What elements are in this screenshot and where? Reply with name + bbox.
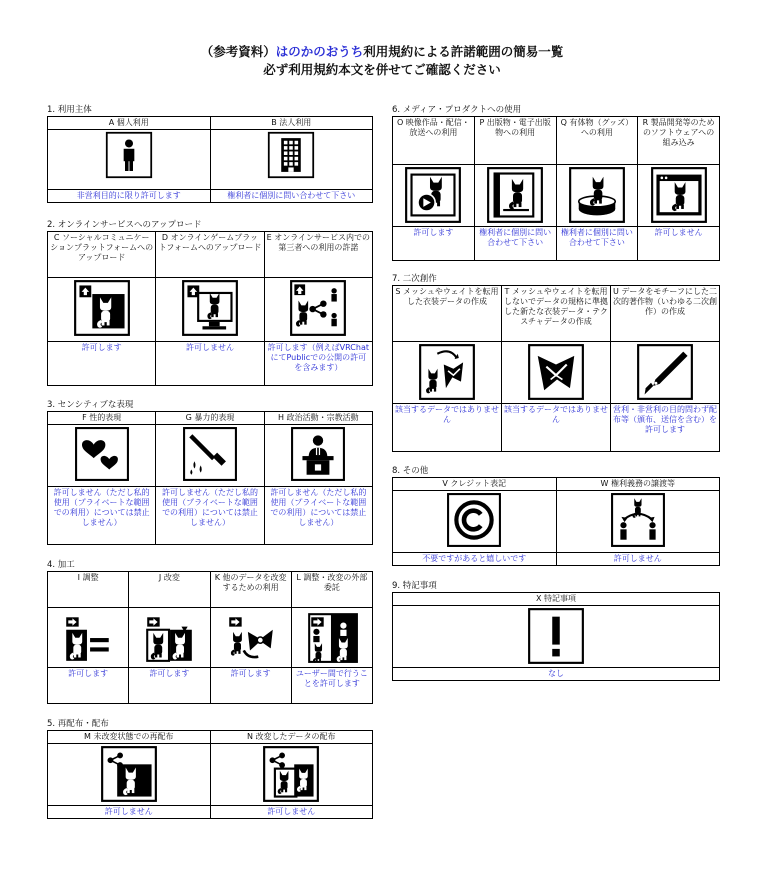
exclamation-icon <box>527 607 585 665</box>
modify-icon <box>141 609 197 665</box>
permission-table <box>392 285 720 452</box>
software-icon <box>650 166 708 224</box>
permission-text: 許可します <box>393 227 475 261</box>
icon-cell <box>156 278 264 342</box>
page-title-line1 <box>0 43 764 61</box>
video-icon <box>404 166 462 224</box>
section-special-notes <box>392 580 720 681</box>
share-third-party-icon <box>289 279 347 337</box>
permission-table <box>47 231 373 386</box>
icon-cell <box>156 425 264 487</box>
transfer-rights-icon <box>610 492 666 548</box>
column-header: R 製品開発等のためのソフトウェアへの組み込み <box>638 117 720 165</box>
permission-text: 該当するデータではありません <box>393 404 502 452</box>
column-header: E オンラインサービス内での第三者への利用の許諾 <box>264 232 372 278</box>
column-header: L 調整・改変の外部委託 <box>291 572 372 608</box>
title-prefix: （参考資料） <box>200 44 276 59</box>
permission-text: 許可しません <box>156 342 264 386</box>
permission-text: 営利・非営利の目的問わず配布等（頒布、送信を含む）を許可します <box>611 404 720 452</box>
icon-cell <box>474 165 556 227</box>
permission-text: 許可しません（ただし私的使用（プライベートな範囲での利用）については禁止しません） <box>156 487 264 545</box>
icon-cell <box>393 606 720 668</box>
permission-text: なし <box>393 668 720 681</box>
column-header: O 映像作品・配信・放送への利用 <box>393 117 475 165</box>
mesh-transfer-icon <box>418 343 476 401</box>
building-icon <box>267 131 315 179</box>
icon-cell <box>210 744 373 806</box>
cloth-icon <box>527 343 585 401</box>
column-header: J 改変 <box>129 572 210 608</box>
permission-text: 権利者に個別に問い合わせて下さい <box>556 227 638 261</box>
icon-cell <box>264 278 372 342</box>
permission-table <box>47 571 373 704</box>
section-derivative <box>392 273 720 452</box>
permission-table <box>47 116 373 203</box>
column-header: W 権利義務の譲渡等 <box>556 478 720 491</box>
section-media-product <box>392 104 720 261</box>
permission-text: 不要ですがあると嬉しいです <box>393 553 557 566</box>
section-sensitive <box>47 399 373 545</box>
section-label: 2. オンラインサービスへのアップロード <box>47 220 202 230</box>
hearts-icon <box>74 426 130 482</box>
section-label: 5. 再配布・配布 <box>47 719 109 729</box>
icon-cell <box>48 425 156 487</box>
icon-cell <box>556 491 720 553</box>
column-header: K 他のデータを改変するための利用 <box>210 572 291 608</box>
redistribute-modified-icon <box>262 745 320 803</box>
permission-text: 許可しません <box>48 806 211 819</box>
permission-text: 許可しません <box>556 553 720 566</box>
copyright-icon <box>446 492 502 548</box>
game-upload-icon <box>181 279 239 337</box>
icon-cell <box>129 608 210 668</box>
column-header: A 個人利用 <box>48 117 211 130</box>
icon-cell <box>48 278 156 342</box>
column-header: N 改変したデータの配布 <box>210 731 373 744</box>
section-label: 7. 二次創作 <box>392 274 437 284</box>
adjust-icon <box>60 609 116 665</box>
bow-modify-icon <box>223 609 279 665</box>
column-header: D オンラインゲームプラットフォームへのアップロード <box>156 232 264 278</box>
column-header: I 調整 <box>48 572 129 608</box>
permission-text: 該当するデータではありません <box>502 404 611 452</box>
permission-table <box>392 116 720 261</box>
section-processing <box>47 559 373 704</box>
permission-table <box>47 411 373 545</box>
column-header: U データをモチーフにした二次的著作物（いわゆる二次創作）の作成 <box>611 286 720 342</box>
icon-cell <box>264 425 372 487</box>
social-upload-icon <box>73 279 131 337</box>
icon-cell <box>48 744 211 806</box>
section-label: 9. 特記事項 <box>392 581 437 591</box>
icon-cell <box>611 342 720 404</box>
goods-icon <box>568 166 626 224</box>
permission-text: 許可しません <box>210 806 373 819</box>
redistribute-icon <box>100 745 158 803</box>
icon-cell <box>393 165 475 227</box>
permission-text: 許可します <box>48 668 129 704</box>
column-header: G 暴力的表現 <box>156 412 264 425</box>
pen-nib-icon <box>636 343 694 401</box>
section-label: 6. メディア・プロダクトへの使用 <box>392 105 522 115</box>
section-other <box>392 465 720 566</box>
section-label: 3. センシティブな表現 <box>47 400 134 410</box>
column-header: M 未改変状態での再配布 <box>48 731 211 744</box>
permission-text: ユーザー間で行うことを許可します <box>291 668 372 704</box>
icon-cell <box>393 491 557 553</box>
column-header: B 法人利用 <box>210 117 373 130</box>
person-icon <box>105 131 153 179</box>
knife-icon <box>182 426 238 482</box>
column-header: P 出版物・電子出版物への利用 <box>474 117 556 165</box>
permission-text: 非営利目的に限り許可します <box>48 190 211 203</box>
outsource-icon <box>304 609 360 665</box>
section-online-upload <box>47 219 373 386</box>
column-header: F 性的表現 <box>48 412 156 425</box>
permission-text: 許可します <box>210 668 291 704</box>
permission-text: 権利者に個別に問い合わせて下さい <box>210 190 373 203</box>
permission-table <box>47 730 373 819</box>
podium-icon <box>290 426 346 482</box>
title-highlight: はのかのおうち <box>275 44 364 59</box>
publication-icon <box>486 166 544 224</box>
column-header: X 特記事項 <box>393 593 720 606</box>
icon-cell <box>210 608 291 668</box>
column-header: Q 有体物（グッズ）への利用 <box>556 117 638 165</box>
icon-cell <box>393 342 502 404</box>
column-header: H 政治活動・宗教活動 <box>264 412 372 425</box>
column-header: T メッシュやウェイトを転用しないでデータの規格に準拠した新たな衣装データ・テクスチャデータの作成 <box>502 286 611 342</box>
icon-cell <box>502 342 611 404</box>
permission-text: 許可しません（ただし私的使用（プライベートな範囲での利用）については禁止しません） <box>264 487 372 545</box>
permission-text: 許可します <box>129 668 210 704</box>
permission-text: 許可します <box>48 342 156 386</box>
section-label: 4. 加工 <box>47 560 75 570</box>
permission-table <box>392 477 720 566</box>
permission-table <box>392 592 720 681</box>
icon-cell <box>48 130 211 190</box>
permission-text: 許可します（例えばVRChatにてPublicでの公開の許可を含みます） <box>264 342 372 386</box>
section-usage-subject <box>47 104 373 203</box>
icon-cell <box>210 130 373 190</box>
column-header: V クレジット表記 <box>393 478 557 491</box>
section-redistribution <box>47 718 373 819</box>
page-title-line2: 必ず利用規約本文を併せてご確認ください <box>263 62 501 77</box>
permission-text: 権利者に個別に問い合わせて下さい <box>474 227 556 261</box>
title-suffix: 利用規約による許諾範囲の簡易一覧 <box>363 44 564 59</box>
icon-cell <box>556 165 638 227</box>
permission-text: 許可しません <box>638 227 720 261</box>
column-header: S メッシュやウェイトを転用した衣装データの作成 <box>393 286 502 342</box>
permission-text: 許可しません（ただし私的使用（プライベートな範囲での利用）については禁止しません） <box>48 487 156 545</box>
section-label: 1. 利用主体 <box>47 105 92 115</box>
section-label: 8. その他 <box>392 466 429 476</box>
icon-cell <box>638 165 720 227</box>
icon-cell <box>291 608 372 668</box>
icon-cell <box>48 608 129 668</box>
column-header: C ソーシャルコミュニケーションプラットフォームへのアップロード <box>48 232 156 278</box>
